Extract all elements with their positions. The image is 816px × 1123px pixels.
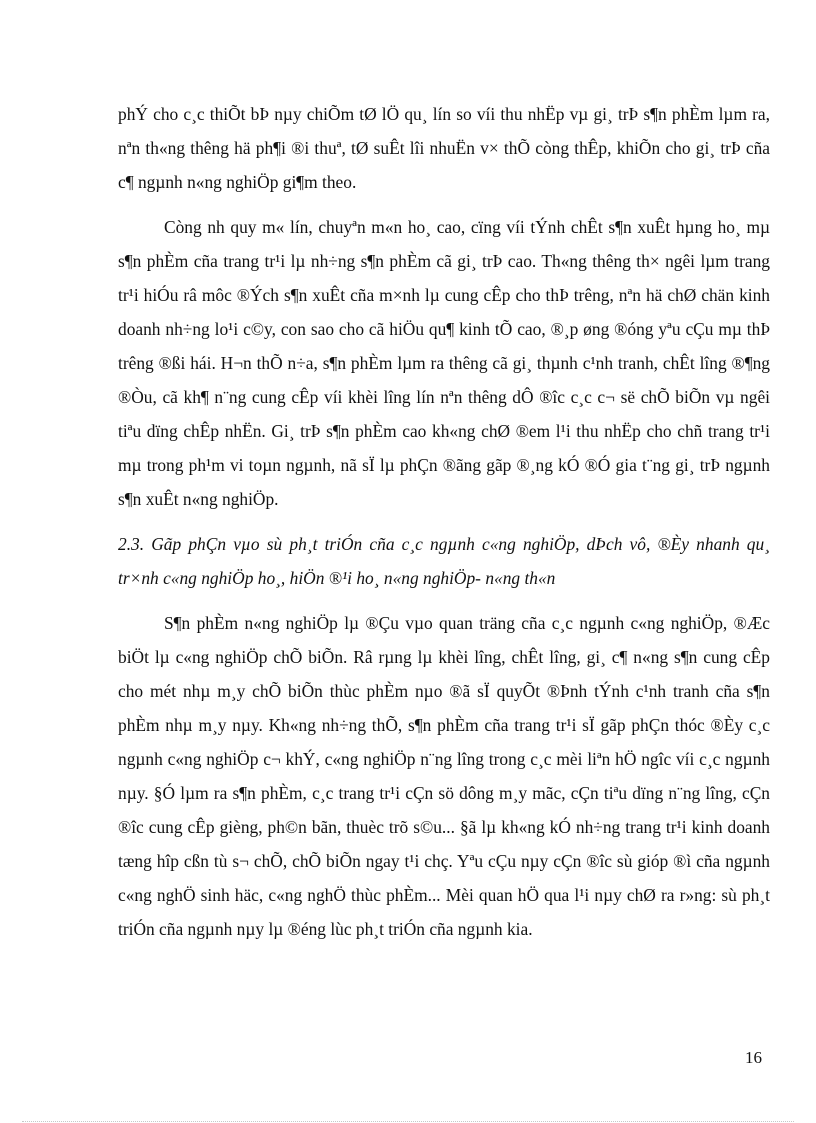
page-number: 16 <box>745 1048 762 1067</box>
paragraph-1: phÝ cho c¸c thiÕt bÞ nµy chiÕm tØ lÖ qu¸ lín so víi thu nhËp vµ gi¸ trÞ s¶n phÈm lµm ra, nªn th«ng thêng hä ph¶i ®i thuª, tØ suÊt lîi nhuËn v× thÕ còng thÊp, khiÕn cho gi¸ trÞ cña c¶ ngµnh n«ng nghiÖp gi¶m theo. <box>118 104 770 192</box>
paragraph-3: S¶n phÈm n«ng nghiÖp lµ ®Çu vµo quan träng cña c¸c ngµnh c«ng nghiÖp, ®Æc biÖt lµ c«ng nghiÖp chÕ biÕn. Râ rµng lµ khèi lîng, chÊt lîng, gi¸ c¶ n«ng s¶n cung cÊp cho mét nhµ m¸y chÕ biÕn thùc phÈm nµo ®ã sÏ quyÕt ®Þnh tÝnh c¹nh tranh cña s¶n phÈm nhµ m¸y nµy. Kh«ng nh÷ng thÕ, s¶n phÈm cña trang tr¹i sÏ gãp phÇn thóc ®Èy c¸c ngµnh c«ng nghiÖp c¬ khÝ, c«ng nghiÖp n¨ng lîng trong c¸c mèi liªn hÖ ngîc víi c¸c ngµnh nµy. §Ó lµm ra s¶n phÈm, c¸c trang tr¹i cÇn sö dông m¸y mãc, cÇn tiªu dïng n¨ng lîng, cÇn ®îc cung cÊp gièng, ph©n bãn, thuèc trõ s©u... §ã lµ kh«ng kÓ nh÷ng trang tr¹i kinh doanh tæng hîp cßn tù s¬ chÕ, chÕ biÕn ngay t¹i chç. Yªu cÇu nµy cÇn ®îc sù gióp ®ì cña ngµnh c«ng nghÖ sinh häc, c«ng nghÖ thùc phÈm... Mèi quan hÖ qua l¹i nµy chØ ra r»ng: sù ph¸t triÓn cña ngµnh nµy lµ ®éng lùc ph¸t triÓn cña ngµnh kia. <box>118 613 770 939</box>
page-bottom-border <box>22 1121 794 1122</box>
paragraph-2: Còng nh quy m« lín, chuyªn m«n ho¸ cao, cïng víi tÝnh chÊt s¶n xuÊt hµng ho¸ mµ s¶n phÈm cña trang tr¹i lµ nh÷ng s¶n phÈm cã gi¸ trÞ cao. Th«ng thêng th× ngêi lµm trang tr¹i hiÓu râ môc ®Ých s¶n xuÊt cña m×nh lµ cung cÊp cho thÞ trêng, nªn hä chØ chän kinh doanh nh÷ng lo¹i c©y, con sao cho cã hiÖu qu¶ kinh tÕ cao, ®¸p øng ®óng yªu cÇu mµ thÞ trêng ®ßi hái. H¬n thÕ n÷a, s¶n phÈm lµm ra thêng cã gi¸ thµnh c¹nh tranh, chÊt lîng ®¶ng ®Òu, cã kh¶ n¨ng cung cÊp víi khèi lîng lín nªn thêng dÔ ®îc c¸c c¬ së chÕ biÕn vµ ngêi tiªu dïng chÊp nhËn. Gi¸ trÞ s¶n phÈm cao kh«ng chØ ®em l¹i thu nhËp cho chñ trang tr¹i mµ trong ph¹m vi toµn ngµnh, nã sÏ lµ phÇn ®ãng gãp ®¸ng kÓ ®Ó gia t¨ng gi¸ trÞ ngµnh s¶n xuÊt n«ng nghiÖp. <box>118 217 770 509</box>
page-body <box>118 97 770 957</box>
section-heading: 2.3. Gãp phÇn vµo sù ph¸t triÓn cña c¸c ngµnh c«ng nghiÖp, dÞch vô, ®Èy nhanh qu¸ tr×nh c«ng nghiÖp ho¸, hiÖn ®¹i ho¸ n«ng nghiÖp- n«ng th«n <box>118 534 770 588</box>
